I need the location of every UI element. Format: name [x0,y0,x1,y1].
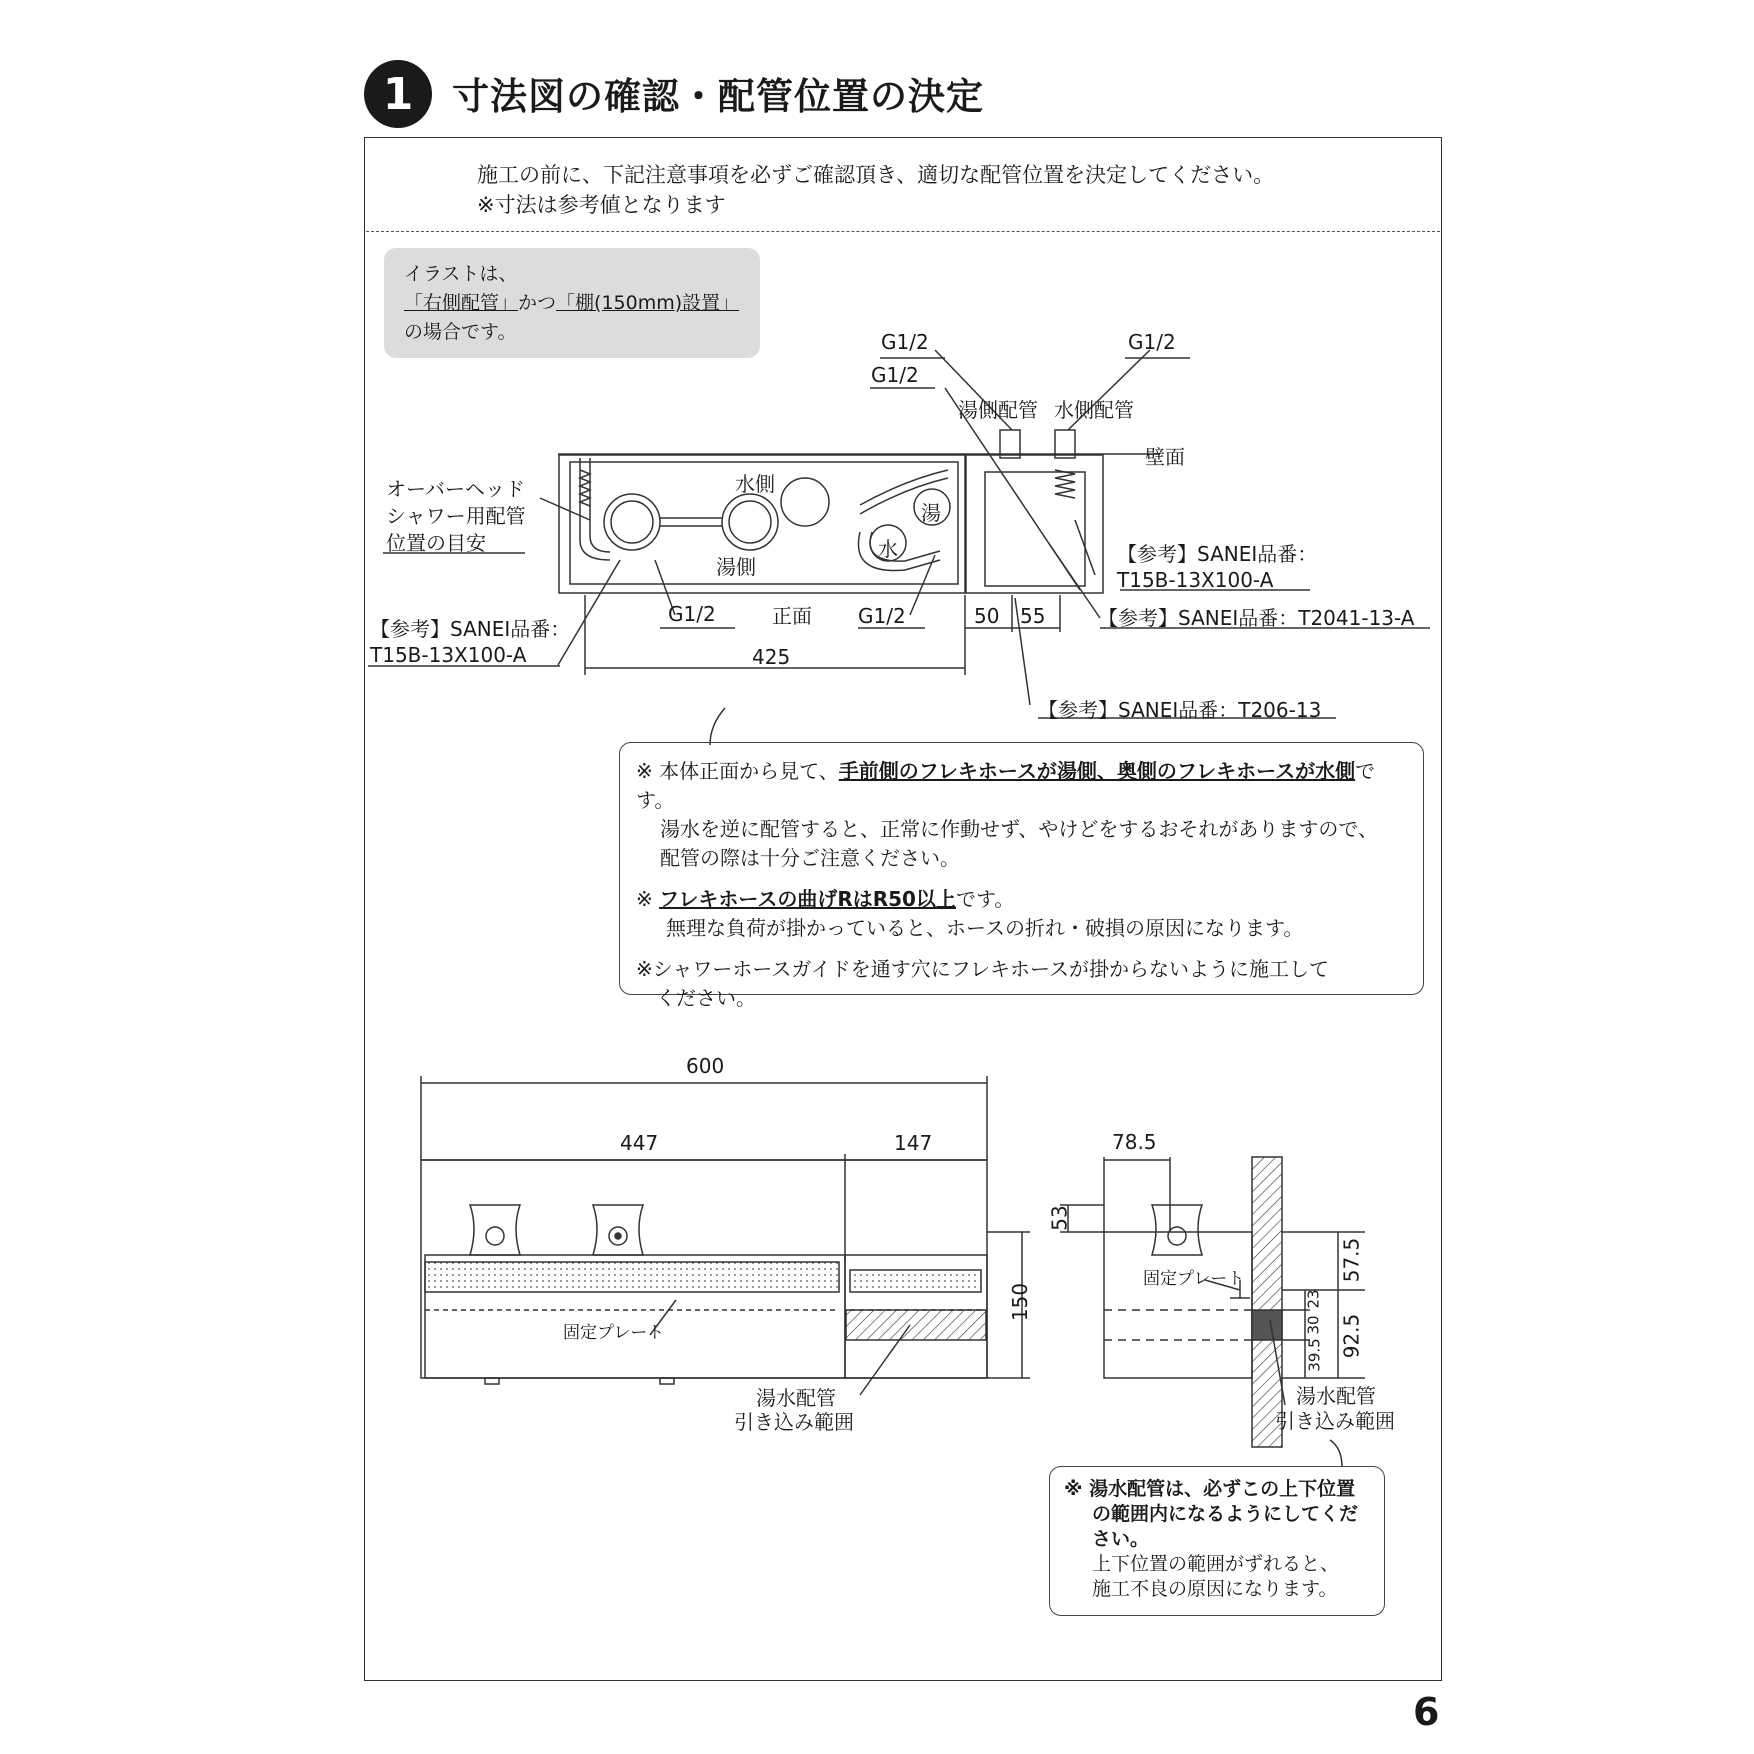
cold-mark: 水 [878,537,898,561]
ref-t2041: 【参考】SANEI品番：T2041-13-A [1098,606,1415,630]
dim-600: 600 [686,1054,725,1078]
dim-39-5: 39.5 [1305,1338,1324,1372]
caution-3-line-1: ※シャワーホースガイドを通す穴にフレキホースが掛からないように施工して [636,957,1329,981]
front-label: 正面 [772,604,812,628]
intro-line-2: ※寸法は参考値となります [477,193,726,217]
caution-box-2 [1049,1466,1385,1616]
page-number: 6 [1413,1690,1440,1734]
dim-425: 425 [752,645,791,669]
dim-92-5: 92.5 [1339,1313,1364,1359]
dim-53: 53 [1047,1205,1072,1231]
dim-50: 50 [974,604,1000,628]
illust-note-line-1: イラストは、 [404,263,518,285]
step-number-badge: 1 [364,60,432,128]
water-side-label: 水側 [735,472,775,496]
ref-left-line-1: 【参考】SANEI品番： [370,617,571,641]
section-title: 寸法図の確認・配管位置の決定 [452,75,984,118]
dim-30: 30 [1304,1315,1323,1335]
dim-23: 23 [1304,1289,1323,1309]
caution-mark-2: ※ [636,887,653,911]
side-fix-plate-label: 固定プレート [1143,1269,1245,1289]
intro-line-1: 施工の前に、下記注意事項を必ずご確認頂き、適切な配管位置を決定してください。 [477,163,1275,187]
front-pipe-range-line-1: 湯水配管 [756,1386,836,1410]
and-label: かつ [518,292,557,314]
caution2-line-3: さい。 [1092,1528,1150,1550]
dim-55: 55 [1020,604,1046,628]
ref-right-line-2: T15B-13X100-A [1117,568,1274,592]
caution-1b: 手前側のフレキホースが湯側、奥側のフレキホースが水側 [838,759,1356,783]
g12-label-2: G1/2 [1128,330,1176,354]
ref-right-line-1: 【参考】SANEI品番： [1117,542,1318,566]
hot-pipe-label: 湯側配管 [958,398,1038,422]
dim-147: 147 [894,1131,933,1155]
caution-mark-1: ※ [636,759,653,783]
caution2-line-1: ※ 湯水配管は、必ずこの上下位置 [1064,1478,1356,1500]
overhead-line-2: シャワー用配管 [386,504,526,528]
caution-1c: です。 [636,759,1376,812]
g12-label-3: G1/2 [871,363,919,387]
side-pipe-range-line-1: 湯水配管 [1296,1384,1376,1408]
caution-2-line-2: 無理な負荷が掛かっていると、ホースの折れ・破損の原因になります。 [666,916,1304,940]
dim-78-5: 78.5 [1112,1130,1157,1154]
g12-label-1: G1/2 [881,330,929,354]
right-piping-label: 「右側配管」 [404,292,519,314]
ref-t206: 【参考】SANEI品番：T206-13 [1038,698,1322,722]
front-pipe-range-line-2: 引き込み範囲 [734,1410,854,1434]
caution2-line-5: 施工不良の原因になります。 [1092,1578,1338,1600]
caution-1a: 本体正面から見て、 [659,759,839,783]
illust-note-line-3: の場合です。 [404,321,517,343]
caution2-line-2: の範囲内になるようにしてくだ [1092,1503,1359,1525]
dim-57-5: 57.5 [1339,1237,1364,1283]
wall-surface-label: 壁面 [1145,445,1185,469]
front-fix-plate-label: 固定プレート [563,1323,665,1343]
dim-447: 447 [620,1131,659,1155]
shelf-label: 「棚(150mm)設置」 [556,292,740,314]
caution2-line-4: 上下位置の範囲がずれると、 [1092,1553,1340,1575]
cold-pipe-label: 水側配管 [1054,398,1134,422]
caution-3-line-2: ください。 [656,986,756,1010]
hot-mark: 湯 [921,501,941,525]
overhead-line-3: 位置の目安 [386,531,486,555]
g12-label-5: G1/2 [858,604,906,628]
dim-150: 150 [1008,1282,1033,1322]
caution-2a: フレキホースの曲げRはR50以上 [659,887,956,911]
caution-2b: です。 [955,887,1015,911]
ref-left-line-2: T15B-13X100-A [370,643,527,667]
hot-side-label: 湯側 [716,555,756,579]
caution-1-line-2: 湯水を逆に配管すると、正常に作動せず、やけどをするおそれがありますので、 [660,817,1378,841]
side-pipe-range-line-2: 引き込み範囲 [1275,1409,1395,1433]
g12-label-4: G1/2 [668,602,716,626]
caution-1-line-3: 配管の際は十分ご注意ください。 [660,846,960,870]
overhead-line-1: オーバーヘッド [386,477,525,501]
